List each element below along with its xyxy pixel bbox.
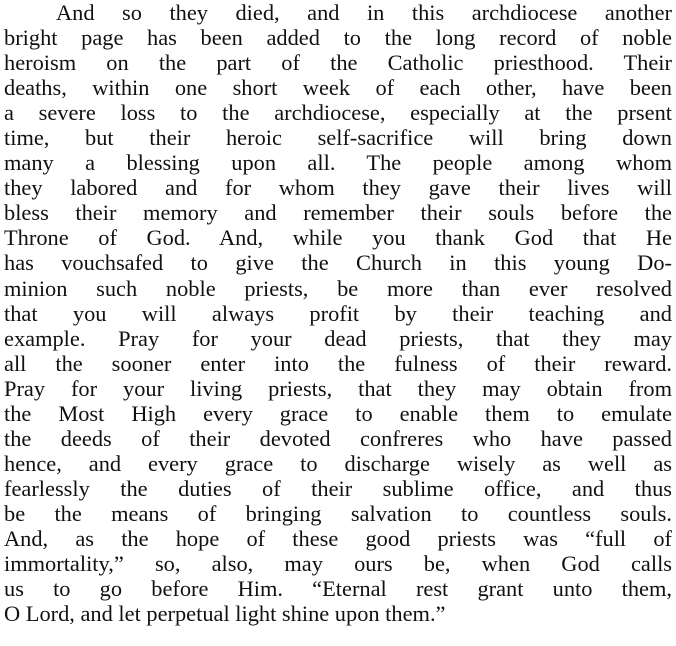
text-line: time, but their heroic self-sacrifice will bring down	[4, 125, 672, 151]
text-line: us to go before Him. “Eternal rest grant unto them,	[4, 576, 672, 602]
text-line: the Most High every grace to enable them to emulate	[4, 400, 672, 426]
text-line: O Lord, and let perpetual light shine upon them.”	[4, 601, 446, 627]
text-line: that you will always profit by their teaching and	[4, 300, 672, 326]
text-line: And so they died, and in this archdiocese another	[56, 0, 672, 25]
text-line: Throne of God. And, while you thank God that He	[4, 225, 672, 251]
text-line: And, as the hope of these good priests was “full of	[4, 525, 672, 551]
text-line: the deeds of their devoted confreres who have passed	[4, 425, 672, 451]
text-line: be the means of bringing salvation to countless souls.	[4, 500, 672, 526]
text-line: example. Pray for your dead priests, that they may	[4, 325, 672, 351]
text-line: bright page has been added to the long record of noble	[4, 25, 672, 51]
text-line: all the sooner enter into the fulness of their reward.	[4, 350, 672, 376]
text-line: fearlessly the duties of their sublime office, and thus	[4, 475, 672, 501]
text-line: has vouchsafed to give the Church in this young Do-	[4, 250, 672, 276]
text-line: a severe loss to the archdiocese, especially at the prsent	[4, 100, 672, 126]
text-line: heroism on the part of the Catholic priesthood. Their	[4, 50, 672, 76]
text-line: Pray for your living priests, that they may obtain from	[4, 375, 672, 401]
text-line: hence, and every grace to discharge wisely as well as	[4, 450, 672, 476]
body-paragraph	[4, 0, 672, 626]
document-page	[4, 0, 672, 646]
text-line: bless their memory and remember their souls before the	[4, 200, 672, 226]
text-line: many a blessing upon all. The people among whom	[4, 150, 672, 176]
text-line: they labored and for whom they gave their lives will	[4, 175, 672, 201]
text-line: minion such noble priests, be more than ever resolved	[4, 275, 672, 301]
text-line: deaths, within one short week of each other, have been	[4, 75, 672, 101]
text-line: immortality,” so, also, may ours be, when God calls	[4, 551, 672, 577]
